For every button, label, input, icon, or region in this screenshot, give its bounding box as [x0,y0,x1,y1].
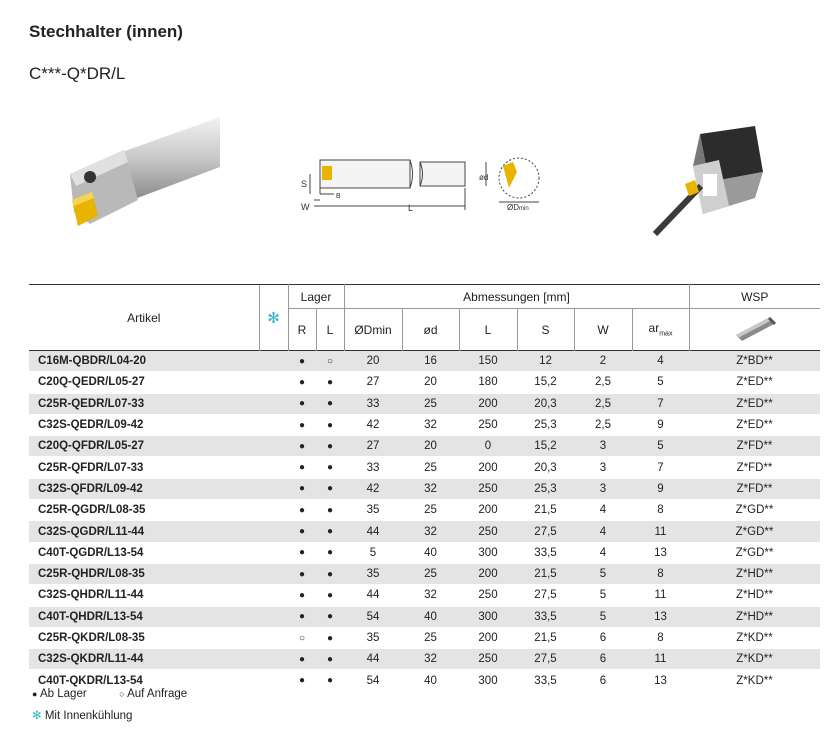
col-len: L [459,309,517,351]
cell-w: 3 [574,478,632,499]
cell-w: 3 [574,457,632,478]
label-s: S [301,179,308,189]
cell-dmin: 44 [344,521,402,542]
cell-star [259,649,288,670]
cell-star [259,500,288,521]
cell-w: 4 [574,542,632,563]
cell-s: 12 [517,351,574,372]
cell-ar: 8 [632,627,689,648]
cell-ar: 4 [632,351,689,372]
cell-od: 32 [402,414,459,435]
cell-ar: 13 [632,670,689,691]
cell-ar: 11 [632,521,689,542]
cell-od: 32 [402,585,459,606]
cell-len: 250 [459,478,517,499]
cell-ar: 11 [632,649,689,670]
cell-l: ● [316,585,344,606]
table-row [29,542,820,563]
cell-star [259,478,288,499]
table-row [29,521,820,542]
cell-r: ● [288,351,316,372]
table-row [29,585,820,606]
col-w: W [574,309,632,351]
cell-w: 2,5 [574,372,632,393]
cell-s: 15,2 [517,436,574,457]
cell-artikel: C25R-QKDR/L08-35 [29,627,259,648]
table-row [29,372,820,393]
table-row [29,563,820,584]
cell-od: 32 [402,521,459,542]
table-row [29,457,820,478]
cell-artikel: C20Q-QFDR/L05-27 [29,436,259,457]
cell-od: 25 [402,393,459,414]
cell-od: 32 [402,478,459,499]
cell-dmin: 44 [344,585,402,606]
cell-l: ● [316,563,344,584]
cell-artikel: C32S-QFDR/L09-42 [29,478,259,499]
cell-s: 25,3 [517,414,574,435]
cell-l: ● [316,500,344,521]
cell-s: 21,5 [517,563,574,584]
label-w: W [301,202,310,212]
product-code: C***-Q*DR/L [29,64,126,83]
cooling-label: Mit Innenkühlung [44,710,133,722]
cell-artikel: C25R-QHDR/L08-35 [29,563,259,584]
cooling-legend-icon: ✻ [32,710,42,722]
cell-r: ● [288,521,316,542]
cell-ar: 5 [632,436,689,457]
cell-wsp: Z*KD** [689,670,820,691]
legend-stock [32,688,187,700]
cell-star [259,585,288,606]
cell-ar: 11 [632,585,689,606]
cell-wsp: Z*GD** [689,542,820,563]
label-l: L [408,203,414,213]
cell-ar: 9 [632,478,689,499]
cell-star [259,414,288,435]
stock-symbol: ● [32,689,38,699]
cell-star [259,606,288,627]
cell-ar: 5 [632,372,689,393]
cell-l: ● [316,542,344,563]
cell-od: 40 [402,606,459,627]
cell-wsp: Z*HD** [689,585,820,606]
application-photo [645,126,775,238]
cell-ar: 7 [632,457,689,478]
cell-artikel: C25R-QEDR/L07-33 [29,393,259,414]
label-b: B [336,193,341,200]
cell-dmin: 35 [344,500,402,521]
cell-dmin: 33 [344,393,402,414]
cell-ar: 13 [632,542,689,563]
cell-s: 25,3 [517,478,574,499]
cell-len: 180 [459,372,517,393]
cell-wsp: Z*ED** [689,372,820,393]
cell-r: ● [288,649,316,670]
cell-s: 33,5 [517,606,574,627]
cell-s: 21,5 [517,627,574,648]
cell-artikel: C40T-QHDR/L13-54 [29,606,259,627]
cell-s: 20,3 [517,457,574,478]
cell-ar: 13 [632,606,689,627]
cell-r: ● [288,414,316,435]
cell-w: 6 [574,627,632,648]
cell-artikel: C20Q-QEDR/L05-27 [29,372,259,393]
cell-len: 300 [459,670,517,691]
technical-drawing [298,152,548,217]
table-row [29,500,820,521]
cell-dmin: 35 [344,627,402,648]
insert-image [689,309,820,351]
cell-dmin: 5 [344,542,402,563]
cell-dmin: 20 [344,351,402,372]
cell-star [259,436,288,457]
cell-wsp: Z*KD** [689,649,820,670]
cell-wsp: Z*FD** [689,436,820,457]
request-symbol: ○ [119,689,125,699]
tool-holder-photo [62,112,222,237]
cooling-icon: ✻ [259,285,288,351]
cell-s: 21,5 [517,500,574,521]
cell-r: ● [288,542,316,563]
cell-w: 3 [574,436,632,457]
cell-star [259,563,288,584]
cell-l: ● [316,457,344,478]
article-table [29,284,820,692]
insert-icon [730,313,780,343]
col-dmin: ØDmin [344,309,402,351]
cell-r: ● [288,585,316,606]
cell-artikel: C16M-QBDR/L04-20 [29,351,259,372]
cell-w: 5 [574,585,632,606]
cell-l: ● [316,478,344,499]
col-r: R [288,309,316,351]
cell-dmin: 42 [344,478,402,499]
table-row [29,606,820,627]
col-ar: $ar_{max}$ [632,309,689,351]
cell-od: 20 [402,372,459,393]
col-s: S [517,309,574,351]
cell-r: ● [288,436,316,457]
cell-od: 25 [402,627,459,648]
table-row [29,393,820,414]
cell-r: ● [288,478,316,499]
cell-od: 25 [402,500,459,521]
cell-len: 250 [459,414,517,435]
cell-r: ● [288,393,316,414]
cell-artikel: C32S-QKDR/L11-44 [29,649,259,670]
cell-wsp: Z*GD** [689,521,820,542]
cell-wsp: Z*HD** [689,563,820,584]
cell-od: 32 [402,649,459,670]
cell-l: ● [316,393,344,414]
cell-wsp: Z*GD** [689,500,820,521]
cell-len: 200 [459,457,517,478]
label-dmin-sub: min [519,206,529,212]
cell-w: 6 [574,649,632,670]
cell-len: 0 [459,436,517,457]
table-row [29,649,820,670]
cell-ar: 8 [632,563,689,584]
cell-artikel: C32S-QHDR/L11-44 [29,585,259,606]
cell-len: 200 [459,500,517,521]
cell-r: ○ [288,627,316,648]
cell-dmin: 44 [344,649,402,670]
cell-od: 40 [402,670,459,691]
cell-l: ● [316,670,344,691]
cell-w: 5 [574,606,632,627]
cell-star [259,393,288,414]
cell-s: 27,5 [517,649,574,670]
cell-star [259,351,288,372]
col-l: L [316,309,344,351]
cell-w: 2,5 [574,414,632,435]
cell-len: 250 [459,585,517,606]
cell-r: ● [288,563,316,584]
label-od: ød [479,173,489,182]
cell-len: 200 [459,393,517,414]
col-artikel: Artikel [29,285,259,351]
cell-artikel: C40T-QKDR/L13-54 [29,670,259,691]
cell-wsp: Z*ED** [689,393,820,414]
cell-dmin: 42 [344,414,402,435]
cell-dmin: 27 [344,372,402,393]
cell-dmin: 35 [344,563,402,584]
cell-w: 6 [574,670,632,691]
cell-od: 25 [402,457,459,478]
cell-star [259,670,288,691]
cell-artikel: C32S-QGDR/L11-44 [29,521,259,542]
request-label: Auf Anfrage [127,688,188,700]
table-row [29,627,820,648]
stock-label: Ab Lager [40,688,87,700]
col-abmessungen: Abmessungen [mm] [344,285,689,309]
cell-s: 27,5 [517,585,574,606]
cell-r: ● [288,500,316,521]
cell-wsp: Z*KD** [689,627,820,648]
cell-len: 200 [459,563,517,584]
cell-w: 2,5 [574,393,632,414]
cell-star [259,372,288,393]
cell-od: 25 [402,563,459,584]
cell-r: ● [288,670,316,691]
cell-w: 4 [574,521,632,542]
col-od: ød [402,309,459,351]
cell-len: 250 [459,649,517,670]
cell-l: ● [316,649,344,670]
col-lager: Lager [288,285,344,309]
cell-wsp: Z*FD** [689,457,820,478]
cell-w: 2 [574,351,632,372]
cell-star [259,542,288,563]
svg-text:ØDmin [507,203,529,212]
table-row [29,478,820,499]
cell-w: 4 [574,500,632,521]
cell-ar: 8 [632,500,689,521]
cell-l: ● [316,414,344,435]
cell-star [259,521,288,542]
cell-len: 150 [459,351,517,372]
cell-artikel: C32S-QEDR/L09-42 [29,414,259,435]
cell-od: 16 [402,351,459,372]
table-row [29,414,820,435]
cell-ar: 9 [632,414,689,435]
cell-l: ● [316,521,344,542]
cell-artikel: C25R-QGDR/L08-35 [29,500,259,521]
cell-wsp: Z*HD** [689,606,820,627]
cell-wsp: Z*FD** [689,478,820,499]
cell-artikel: C40T-QGDR/L13-54 [29,542,259,563]
cell-s: 15,2 [517,372,574,393]
col-wsp: WSP [689,285,820,309]
cell-ar: 7 [632,393,689,414]
cell-s: 33,5 [517,670,574,691]
cell-wsp: Z*ED** [689,414,820,435]
cell-r: ● [288,372,316,393]
table-row [29,351,820,372]
cell-dmin: 27 [344,436,402,457]
cell-l: ○ [316,351,344,372]
cell-w: 5 [574,563,632,584]
cell-len: 300 [459,606,517,627]
label-dmin: ØD [507,203,519,212]
cell-od: 40 [402,542,459,563]
cell-star [259,627,288,648]
cell-r: ● [288,457,316,478]
cell-star [259,457,288,478]
cell-dmin: 54 [344,670,402,691]
cell-s: 20,3 [517,393,574,414]
cell-len: 250 [459,521,517,542]
table-row [29,436,820,457]
cell-l: ● [316,372,344,393]
cell-l: ● [316,606,344,627]
cell-artikel: C25R-QFDR/L07-33 [29,457,259,478]
cell-l: ● [316,627,344,648]
legend-cooling [32,708,132,722]
cell-r: ● [288,606,316,627]
cell-len: 300 [459,542,517,563]
cell-dmin: 54 [344,606,402,627]
cell-dmin: 33 [344,457,402,478]
page-title: Stechhalter (innen) [29,22,183,41]
cell-od: 20 [402,436,459,457]
cell-l: ● [316,436,344,457]
cell-wsp: Z*BD** [689,351,820,372]
cell-s: 33,5 [517,542,574,563]
cell-len: 200 [459,627,517,648]
cell-s: 27,5 [517,521,574,542]
